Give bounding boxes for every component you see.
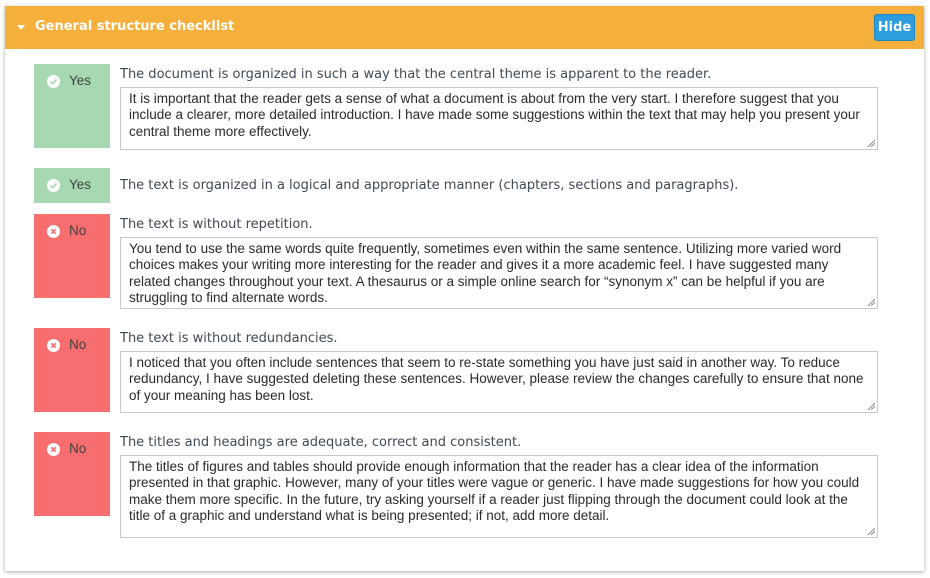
status-label: No [69,441,87,456]
resize-grip-icon[interactable] [867,298,875,306]
comment-textarea[interactable] [120,455,878,538]
check-circle-icon [47,179,60,192]
status-badge-no [34,432,110,516]
checklist-question: The text is without repetition. [120,217,313,232]
checklist-question: The document is organized in such a way that the central theme is apparent to the reader. [120,67,712,82]
check-circle-icon [47,75,60,88]
comment-text: It is important that the reader gets a sense of what a document is about from the very start. I therefore suggest that you include a clearer, more detailed introduction. I have made some suggestions within the text that may help you present your central theme more effectively. [129,91,860,139]
status-badge-yes [34,64,110,148]
comment-textarea[interactable] [120,237,878,309]
resize-grip-icon[interactable] [867,139,875,147]
checklist-question: The text is without redundancies. [120,331,338,346]
x-circle-icon [47,339,60,352]
resize-grip-icon[interactable] [867,402,875,410]
x-circle-icon [47,225,60,238]
status-label: Yes [69,73,92,88]
resize-grip-icon[interactable] [867,527,875,535]
status-badge-no [34,214,110,298]
comment-text: You tend to use the same words quite frequently, sometimes even within the same sentence. Utilizing more varied word choices makes your writing more interesting for the reader and gives it a more academic feel. I have suggested many related changes throughout your text. A thesaurus or a simple online search for “synonym x” can be helpful if you are struggling to find alternate words. [129,241,842,305]
status-label: No [69,223,87,238]
panel-header[interactable] [5,6,924,49]
structure-checklist-panel [5,6,924,571]
comment-text: I noticed that you often include sentences that seem to re-state something you have just said in another way. To reduce redundancy, I have suggested deleting these sentences. However, please review the changes carefully to ensure that none of your meaning has been lost. [129,355,864,403]
caret-down-icon[interactable] [17,25,25,30]
status-label: No [69,337,87,352]
panel-title: General structure checklist [35,19,235,34]
checklist-question: The text is organized in a logical and appropriate manner (chapters, sections and paragraphs). [120,178,739,193]
status-badge-no [34,328,110,412]
comment-text: The titles of figures and tables should provide enough information that the reader has a clear idea of the information presented in that graphic. However, many of your titles were vague or generic. I have made suggestions for how you could make them more specific. In the future, try asking yourself if a reader just flipping through the document could look at the title of a graphic and understand what is being presented; if not, add more detail. [129,459,860,523]
status-badge-yes [34,168,110,203]
comment-textarea[interactable] [120,351,878,413]
checklist-question: The titles and headings are adequate, correct and consistent. [120,435,522,450]
status-label: Yes [69,177,92,192]
comment-textarea[interactable] [120,87,878,150]
hide-button[interactable]: Hide [874,14,915,41]
x-circle-icon [47,443,60,456]
